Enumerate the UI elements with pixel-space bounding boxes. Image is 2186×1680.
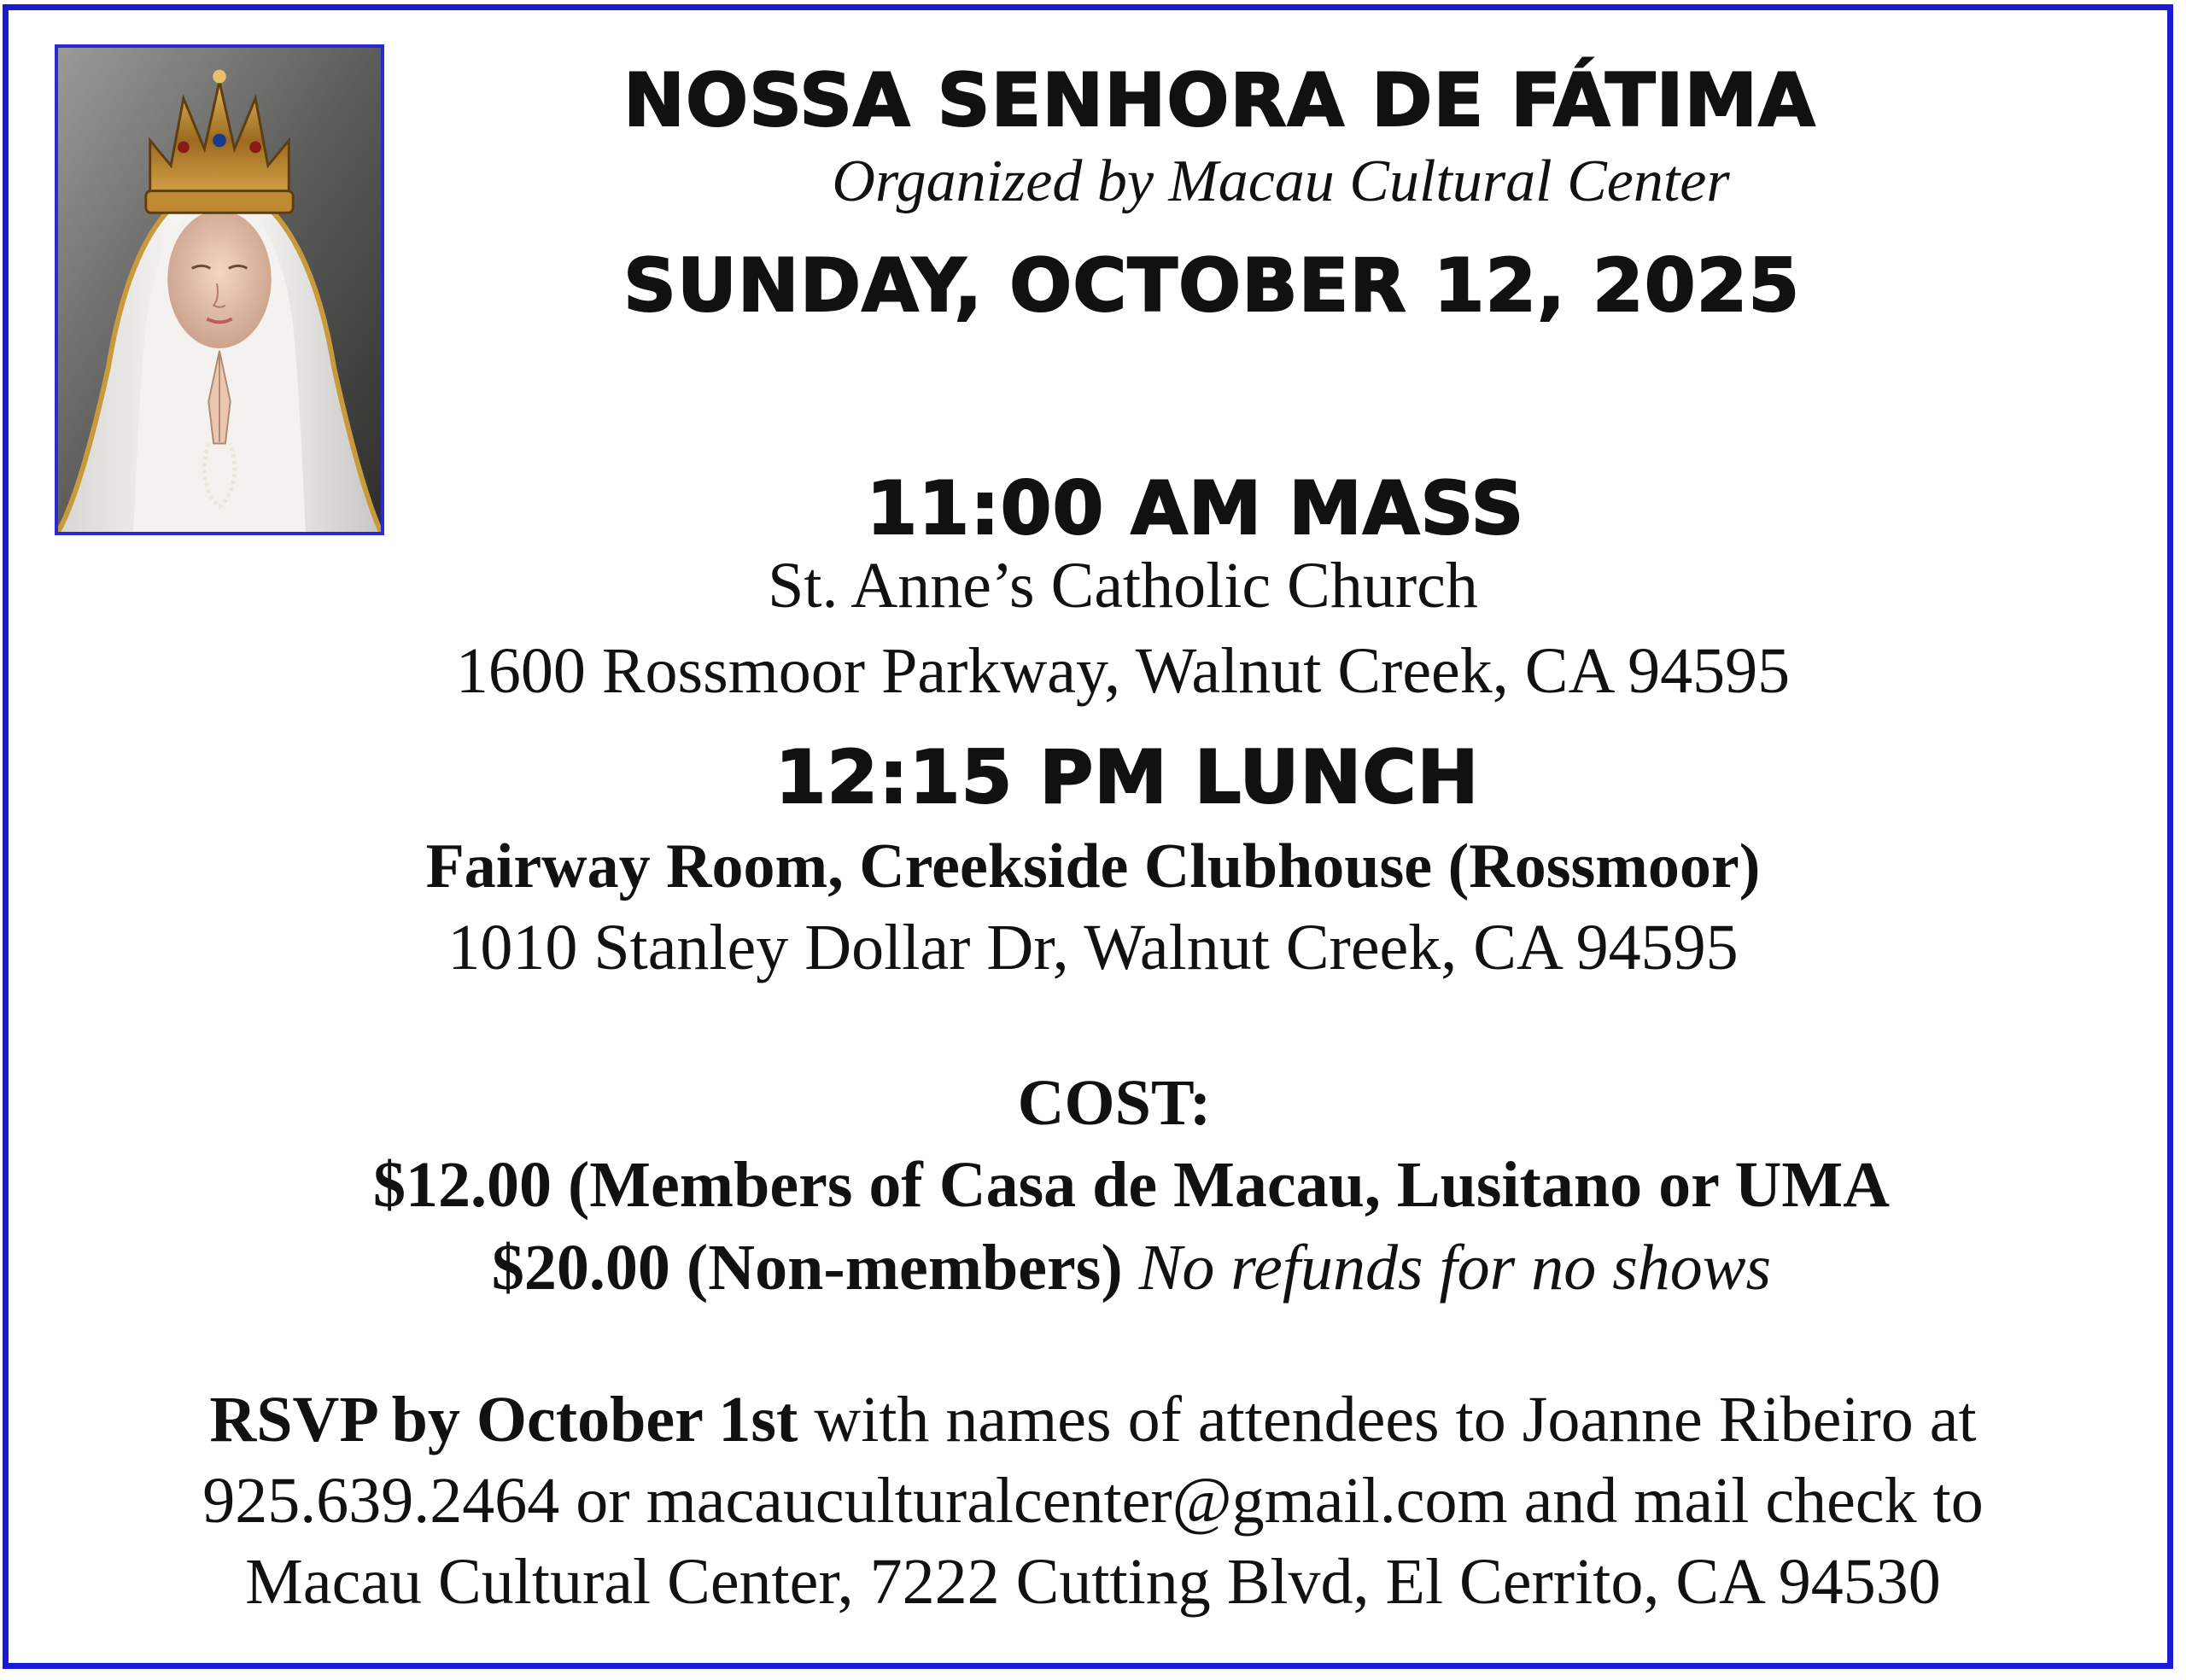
- our-lady-of-fatima-image: [55, 44, 384, 535]
- organizer-line: Organized by Macau Cultural Center: [832, 149, 1730, 214]
- cost-members: $12.00 (Members of Casa de Macau, Lusitano or UMA: [373, 1149, 1890, 1221]
- page-title: NOSSA SENHORA DE FÁTIMA: [623, 58, 1816, 143]
- rsvp-deadline: RSVP by October 1st: [209, 1384, 798, 1455]
- cost-heading: COST:: [1017, 1067, 1212, 1139]
- refund-note: No refunds for no shows: [1138, 1232, 1772, 1304]
- event-date: SUNDAY, OCTOBER 12, 2025: [623, 243, 1801, 329]
- cost-nonmembers: $20.00 (Non-members): [491, 1232, 1123, 1304]
- mass-venue: St. Anne’s Catholic Church: [768, 550, 1478, 621]
- rsvp-mailing-address: Macau Cultural Center, 7222 Cutting Blvd, El Cerrito, CA 94530: [245, 1546, 1941, 1618]
- cost-nonmembers-line: [171, 1232, 2092, 1304]
- rsvp-instructions: with names of attendees to Joanne Ribeiro at: [814, 1384, 1977, 1455]
- lunch-venue: Fairway Room, Creekside Clubhouse (Rossmoor): [425, 831, 1761, 901]
- lunch-time-heading: 12:15 PM LUNCH: [774, 735, 1480, 820]
- rsvp-line-1: [26, 1384, 2160, 1455]
- mass-time-heading: 11:00 AM MASS: [866, 466, 1525, 551]
- rsvp-contact: 925.639.2464 or macauculturalcenter@gmail.com and mail check to: [202, 1465, 1984, 1537]
- lunch-address: 1010 Stanley Dollar Dr, Walnut Creek, CA 94595: [447, 912, 1739, 983]
- statue-illustration: [58, 48, 381, 532]
- mass-address: 1600 Rossmoor Parkway, Walnut Creek, CA 94595: [455, 635, 1791, 707]
